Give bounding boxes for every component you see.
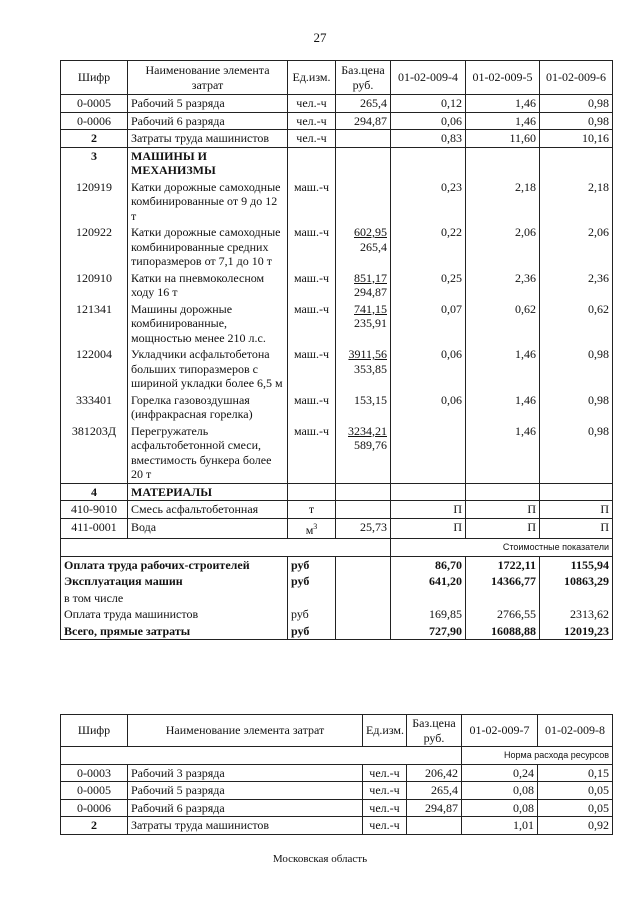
norm-value: П [540, 501, 613, 519]
resource-name: Машины дорожные комбинированные, мощностью менее 210 л.с. [128, 301, 288, 347]
resource-name: Катки на пневмоколесном ходу 16 т [128, 270, 288, 301]
norm-value: 1,46 [466, 95, 540, 113]
norm-value: 0,23 [391, 179, 466, 225]
section-row [61, 483, 613, 501]
resource-code: 333401 [61, 392, 128, 423]
resource-unit: маш.-ч [288, 224, 336, 270]
empty-cell [288, 483, 336, 501]
section-title: МАТЕРИАЛЫ [128, 483, 288, 501]
page-number: 27 [313, 30, 327, 45]
summary-value: 10863,29 [540, 573, 613, 590]
summary-unit: руб [288, 623, 336, 640]
caption-row [61, 747, 613, 765]
norm-value: 1,46 [466, 112, 540, 130]
summary-unit: руб [288, 573, 336, 590]
empty-cell [336, 590, 391, 607]
resource-code: 0-0005 [61, 95, 128, 113]
unit-text: м [305, 522, 314, 537]
base-price [336, 224, 391, 270]
empty-cell [540, 147, 613, 179]
table-row [61, 764, 613, 782]
table-row [61, 346, 613, 392]
header-unit: Ед.изм. [363, 715, 407, 747]
resource-code: 411-0001 [61, 518, 128, 539]
resource-name: Рабочий 5 разряда [128, 95, 288, 113]
base-price: 265,4 [407, 782, 462, 800]
resource-unit: чел.-ч [288, 112, 336, 130]
norm-value: 2,06 [540, 224, 613, 270]
norm-value: П [391, 518, 466, 539]
resource-name: Перегружатель асфальтобетонной смеси, вместимость бункера более 20 т [128, 423, 288, 484]
price-secondary: 294,87 [354, 285, 387, 299]
table-row [61, 782, 613, 800]
base-price [336, 179, 391, 225]
summary-row [61, 590, 613, 607]
norm-value: 0,22 [391, 224, 466, 270]
table-row [61, 224, 613, 270]
resource-unit: маш.-ч [288, 301, 336, 347]
norm-value: 0,08 [462, 782, 538, 800]
norm-value: 0,06 [391, 392, 466, 423]
resource-name: Рабочий 3 разряда [128, 764, 363, 782]
norm-value: 0,98 [540, 392, 613, 423]
price-primary: 851,17 [354, 270, 387, 285]
norm-value: 0,05 [538, 799, 613, 817]
footer-region: Московская область [272, 853, 368, 865]
empty-cell [336, 623, 391, 640]
header-col-009-8: 01-02-009-8 [538, 715, 613, 747]
table-row [61, 130, 613, 148]
resource-name: Смесь асфальтобетонная [128, 501, 288, 519]
resource-name: Горелка газовоздушная (инфракрасная горелка) [128, 392, 288, 423]
price-primary: 153,15 [354, 392, 387, 407]
resource-name: Рабочий 5 разряда [128, 782, 363, 800]
resource-unit [288, 501, 336, 519]
summary-label: в том числе [61, 590, 288, 607]
resource-table-1 [60, 60, 613, 640]
resource-name: Затраты труда машинистов [128, 817, 363, 835]
section-code: 4 [61, 483, 128, 501]
summary-row [61, 623, 613, 640]
norm-value: 2,18 [466, 179, 540, 225]
summary-row [61, 556, 613, 573]
summary-value: 16088,88 [466, 623, 540, 640]
section-code: 3 [61, 147, 128, 179]
empty-cell [336, 556, 391, 573]
summary-value [391, 590, 466, 607]
empty-cell [466, 483, 540, 501]
norm-value: 1,46 [466, 423, 540, 484]
resource-code: 120910 [61, 270, 128, 301]
resource-code: 0-0006 [61, 112, 128, 130]
table-row [61, 518, 613, 539]
table-row [61, 301, 613, 347]
base-price [336, 270, 391, 301]
summary-value: 169,85 [391, 606, 466, 623]
summary-row [61, 606, 613, 623]
table-row [61, 112, 613, 130]
header-code: Шифр [61, 715, 128, 747]
resource-unit: маш.-ч [288, 423, 336, 484]
empty-cell [288, 147, 336, 179]
summary-label: Оплата труда рабочих-строителей [61, 556, 288, 573]
header-price: Баз.цена руб. [407, 715, 462, 747]
base-price [336, 501, 391, 519]
resource-unit: маш.-ч [288, 346, 336, 392]
header-unit: Ед.изм. [288, 61, 336, 95]
section-row [61, 147, 613, 179]
header-col-009-5: 01-02-009-5 [466, 61, 540, 95]
resource-table-2 [60, 714, 613, 835]
norm-value: 0,98 [540, 346, 613, 392]
norm-value: 0,15 [538, 764, 613, 782]
empty-cell [61, 747, 462, 765]
norm-value: П [391, 501, 466, 519]
resource-unit: маш.-ч [288, 179, 336, 225]
summary-value: 14366,77 [466, 573, 540, 590]
table-row [61, 501, 613, 519]
empty-cell [391, 147, 466, 179]
header-name: Наименование элемента затрат [128, 61, 288, 95]
summary-value: 641,20 [391, 573, 466, 590]
unit-text: т [308, 502, 315, 516]
base-price [407, 817, 462, 835]
empty-cell [336, 147, 391, 179]
resource-code: 121341 [61, 301, 128, 347]
resource-code: 410-9010 [61, 501, 128, 519]
norm-value: 1,46 [466, 392, 540, 423]
price-secondary: 589,76 [354, 438, 387, 452]
base-price: 206,42 [407, 764, 462, 782]
norm-value: 0,62 [540, 301, 613, 347]
summary-label: Эксплуатация машин [61, 573, 288, 590]
base-price [336, 130, 391, 148]
summary-value: 86,70 [391, 556, 466, 573]
header-col-009-7: 01-02-009-7 [462, 715, 538, 747]
norm-value: 0,24 [462, 764, 538, 782]
norm-caption: Норма расхода ресурсов [462, 747, 613, 765]
base-price [336, 392, 391, 423]
price-primary: 3911,56 [348, 347, 387, 361]
cost-caption: Стоимостные показатели [391, 539, 613, 557]
resource-unit: чел.-ч [363, 782, 407, 800]
resource-name: Катки дорожные самоходные комбинированные средних типоразмеров от 7,1 до 10 т [128, 224, 288, 270]
summary-unit: руб [288, 556, 336, 573]
summary-value: 2313,62 [540, 606, 613, 623]
summary-unit: руб [288, 606, 336, 623]
norm-value: 1,46 [466, 346, 540, 392]
empty-cell [336, 483, 391, 501]
norm-value: 2,36 [466, 270, 540, 301]
summary-label: Всего, прямые затраты [61, 623, 288, 640]
resource-unit: чел.-ч [288, 95, 336, 113]
summary-value: 1155,94 [540, 556, 613, 573]
resource-code: 0-0006 [61, 799, 128, 817]
norm-value: 0,06 [391, 112, 466, 130]
empty-cell [336, 573, 391, 590]
price-secondary: 235,91 [354, 316, 387, 330]
resource-code: 122004 [61, 346, 128, 392]
section-title: МАШИНЫ И МЕХАНИЗМЫ [128, 147, 288, 179]
resource-name: Затраты труда машинистов [128, 130, 288, 148]
resource-name: Катки дорожные самоходные комбинированные от 9 до 12 т [128, 179, 288, 225]
resource-name: Вода [128, 518, 288, 539]
section-code: 2 [61, 130, 128, 148]
norm-value: 0,98 [540, 95, 613, 113]
norm-value: П [466, 518, 540, 539]
resource-unit: чел.-ч [288, 130, 336, 148]
summary-value [540, 590, 613, 607]
resource-name: Рабочий 6 разряда [128, 799, 363, 817]
norm-value: П [466, 501, 540, 519]
base-price [336, 346, 391, 392]
price-secondary: 265,4 [360, 239, 387, 254]
norm-value: 0,92 [538, 817, 613, 835]
resource-code: 381203Д [61, 423, 128, 484]
norm-value: 0,98 [540, 112, 613, 130]
table-row [61, 392, 613, 423]
section-code: 2 [61, 817, 128, 835]
unit-superscript: 3 [313, 521, 318, 531]
summary-value: 12019,23 [540, 623, 613, 640]
norm-value: 0,62 [466, 301, 540, 347]
resource-name: Укладчики асфальтобетона больших типоразмеров с шириной укладки более 6,5 м [128, 346, 288, 392]
base-price: 294,87 [336, 112, 391, 130]
summary-row [61, 573, 613, 590]
base-price [336, 423, 391, 484]
norm-value: 11,60 [466, 130, 540, 148]
table-row [61, 179, 613, 225]
price-primary: 741,15 [354, 301, 387, 316]
norm-value: 10,16 [540, 130, 613, 148]
empty-cell [540, 483, 613, 501]
price-primary: 3234,21 [348, 423, 387, 438]
table-row [61, 95, 613, 113]
resource-name: Рабочий 6 разряда [128, 112, 288, 130]
empty-cell [336, 606, 391, 623]
norm-value: 2,18 [540, 179, 613, 225]
table-header-row [61, 61, 613, 95]
norm-value: 0,98 [540, 423, 613, 484]
header-code: Шифр [61, 61, 128, 95]
norm-value: 0,06 [391, 346, 466, 392]
resource-code: 120922 [61, 224, 128, 270]
table-row [61, 799, 613, 817]
base-price: 25,73 [336, 518, 391, 539]
table-header-row [61, 715, 613, 747]
summary-value [466, 590, 540, 607]
summary-unit [288, 590, 336, 607]
norm-value: П [540, 518, 613, 539]
norm-value: 0,25 [391, 270, 466, 301]
summary-value: 727,90 [391, 623, 466, 640]
table-row [61, 270, 613, 301]
price-secondary: 353,85 [354, 361, 387, 376]
summary-value: 1722,11 [466, 556, 540, 573]
resource-unit: чел.-ч [363, 817, 407, 835]
price-primary: 602,95 [354, 225, 387, 239]
header-col-009-4: 01-02-009-4 [391, 61, 466, 95]
table-row [61, 423, 613, 484]
norm-value: 0,08 [462, 799, 538, 817]
base-price: 294,87 [407, 799, 462, 817]
resource-unit: чел.-ч [363, 799, 407, 817]
base-price: 265,4 [336, 95, 391, 113]
caption-row [61, 539, 613, 557]
resource-code: 0-0005 [61, 782, 128, 800]
empty-cell [466, 147, 540, 179]
norm-value: 0,83 [391, 130, 466, 148]
norm-value: 0,07 [391, 301, 466, 347]
table-row [61, 817, 613, 835]
empty-cell [391, 483, 466, 501]
summary-value: 2766,55 [466, 606, 540, 623]
resource-unit [288, 518, 336, 539]
norm-value: 0,12 [391, 95, 466, 113]
resource-unit: чел.-ч [363, 764, 407, 782]
resource-unit: маш.-ч [288, 392, 336, 423]
norm-value: 2,06 [466, 224, 540, 270]
norm-value: 2,36 [540, 270, 613, 301]
norm-value: 1,01 [462, 817, 538, 835]
resource-code: 0-0003 [61, 764, 128, 782]
empty-cell [61, 539, 391, 557]
resource-unit: маш.-ч [288, 270, 336, 301]
resource-code: 120919 [61, 179, 128, 225]
norm-value: 0,05 [538, 782, 613, 800]
norm-value [391, 423, 466, 484]
header-col-009-6: 01-02-009-6 [540, 61, 613, 95]
base-price [336, 301, 391, 347]
header-name: Наименование элемента затрат [128, 715, 363, 747]
summary-label: Оплата труда машинистов [61, 606, 288, 623]
header-price: Баз.цена руб. [336, 61, 391, 95]
